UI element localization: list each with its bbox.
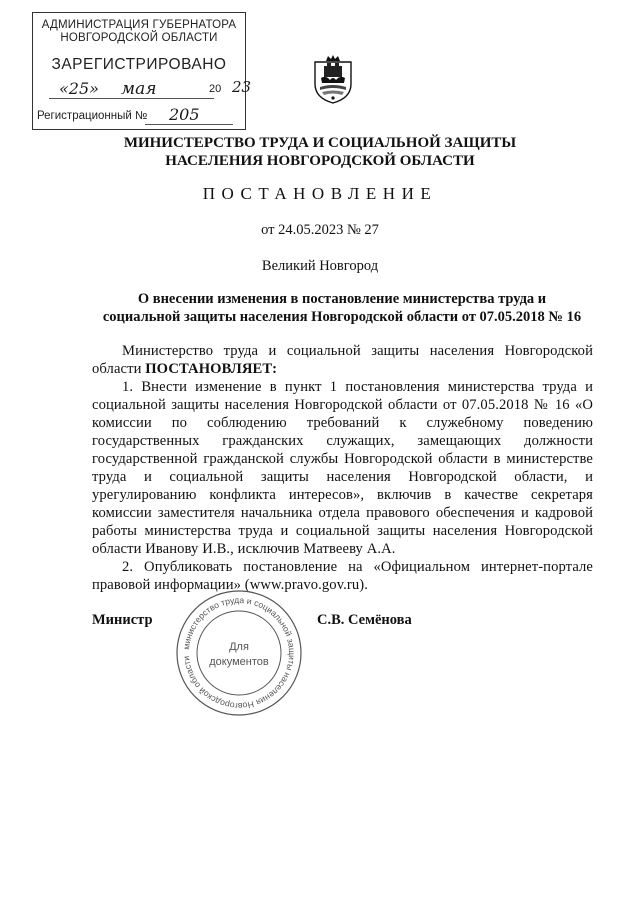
body-intro: Министерство труда и социальной защиты населения Новгородской области <box>92 343 593 377</box>
stamp-date-year-handwritten: 23 <box>232 78 252 96</box>
document-date-number: от 24.05.2023 № 27 <box>261 222 379 238</box>
stamp-reg-number-underline <box>145 124 233 125</box>
ministry-name-line2: НАСЕЛЕНИЯ НОВГОРОДСКОЙ ОБЛАСТИ <box>165 153 475 169</box>
ministry-name-line1: МИНИСТЕРСТВО ТРУДА И СОЦИАЛЬНОЙ ЗАЩИТЫ <box>123 135 517 151</box>
novgorod-coat-of-arms-icon <box>312 54 354 104</box>
seal-center-line1: Для <box>229 641 249 653</box>
document-subject <box>92 290 592 326</box>
ministry-name <box>60 134 580 170</box>
stamp-date-day: «25» <box>59 79 99 98</box>
document-city: Великий Новгород <box>261 258 379 274</box>
seal-ring-text: министерство труда и социальной защиты населения Новгородской области <box>181 594 298 712</box>
round-seal-stamp <box>174 588 304 718</box>
body-item-1: 1. Внести изменение в пункт 1 постановления министерства труда и социальной защиты населения Новгородской области от 07.05.2018 № 16 «О комиссии по соблюдению требований к служебному поведению государственных гражданских служащих, замещающих должности государственной гражданской службы Новгородской области в министерстве труда и социальной защиты населения Новгородской области, и урегулированию конфликта интересов», включив в качестве секретаря комиссии заместителя начальника отдела правового обеспечения и кадровой работы министерства труда и социальной защиты населения Новгородской области Иванову И.В., исключив Матвееву А.А. <box>92 379 593 557</box>
stamp-registered-label: ЗАРЕГИСТРИРОВАНО <box>51 56 227 73</box>
body-item-2: 2. Опубликовать постановление на «Официальном интернет-портале правовой информации» (www.pravo.gov.ru). <box>92 559 593 593</box>
document-body <box>92 342 593 594</box>
stamp-reg-number-value: 205 <box>169 105 200 124</box>
stamp-reg-number-label: Регистрационный № <box>37 110 148 122</box>
seal-center-line2: документов <box>209 656 269 668</box>
body-intro-paragraph <box>92 342 593 378</box>
stamp-date-year-prefix: 20 <box>209 83 222 95</box>
subject-line1: О внесении изменения в постановление министерства труда и <box>137 291 547 307</box>
document-type: ПОСТАНОВЛЕНИЕ <box>202 184 438 203</box>
stamp-reg-number <box>37 107 237 127</box>
body-decree-word: ПОСТАНОВЛЯЕТ: <box>145 361 278 377</box>
signatory-position: Министр <box>92 612 153 628</box>
subject-line2: социальной защиты населения Новгородской области от 07.05.2018 № 16 <box>102 309 582 325</box>
stamp-org-line2: НОВГОРОДСКОЙ ОБЛАСТИ <box>60 32 218 44</box>
stamp-date <box>49 78 252 101</box>
signatory-name: С.В. Семёнова <box>317 612 412 628</box>
registration-stamp <box>32 12 252 130</box>
stamp-org-line1: АДМИНИСТРАЦИЯ ГУБЕРНАТОРА <box>41 19 237 31</box>
signature-block <box>92 612 593 632</box>
stamp-date-month: мая <box>121 79 157 99</box>
stamp-organization <box>33 19 245 45</box>
